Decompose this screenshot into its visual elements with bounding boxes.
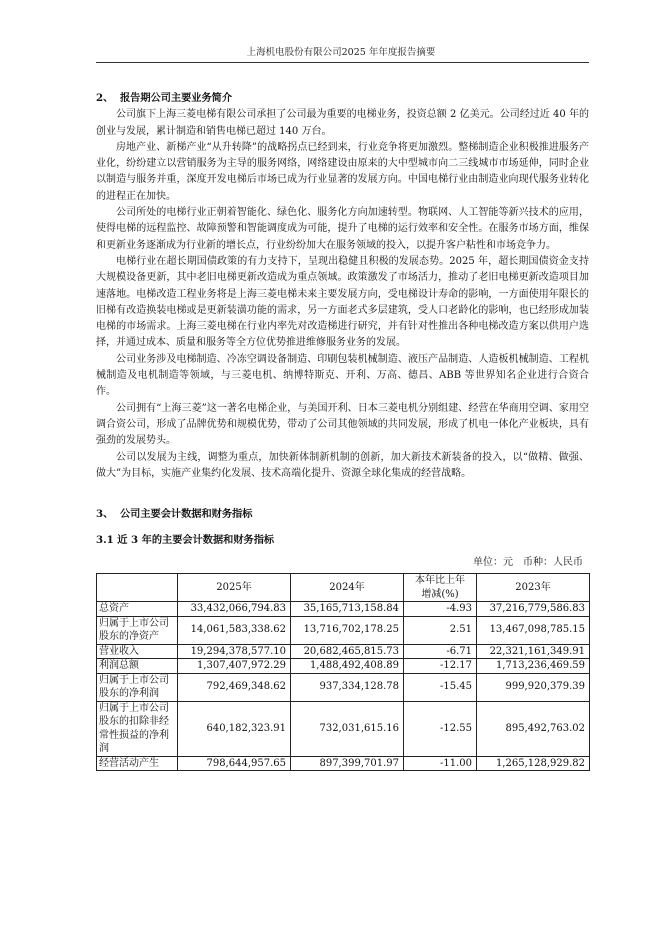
table-cell: 13,716,702,178.25 — [291, 616, 404, 644]
table-cell: -12.17 — [404, 659, 477, 674]
section-2-paragraph-1: 公司旗下上海三菱电梯有限公司承担了公司最为重要的电梯业务，投资总额 2 亿美元。公司经过近 40 年的创业与发展，累计制造和销售电梯已超过 140 万台。 — [96, 109, 589, 137]
table-cell: 22,321,161,349.91 — [477, 644, 590, 659]
table-row — [97, 673, 590, 701]
table-row-label: 归属于上市公司股东的净利润 — [97, 673, 178, 701]
table-cell: 798,644,957.65 — [178, 756, 291, 771]
table-cell: 33,432,066,794.83 — [178, 602, 291, 617]
table-cell: -4.93 — [404, 602, 477, 617]
subsection-3-1-title: 3.1 近 3 年的主要会计数据和财务指标 — [96, 534, 275, 547]
table-row — [97, 756, 590, 771]
table-cell: 897,399,701.97 — [291, 756, 404, 771]
section-2-paragraph-6: 公司拥有“上海三菱”这一著名电梯企业，与美国开利、日本三菱电机分别组建、经营在华商用空调、家用空调合资公司，形成了品牌优势和规模优势，带动了公司其他领域的共同发展，形成了机电一体化产业板块，具有强劲的发展势头。 — [96, 402, 589, 447]
table-row-label: 总资产 — [97, 602, 178, 617]
section-3-title — [96, 506, 589, 522]
table-cell: 640,182,323.91 — [178, 701, 291, 756]
table-row — [97, 659, 590, 674]
table-cell: -11.00 — [404, 756, 477, 771]
section-2-paragraph-5: 公司业务涉及电梯制造、冷冻空调设备制造、印刷包装机械制造、液压产品制造、人造板机械制造、工程机械制造及电机制造等领域，与三菱电机、纳博特斯克、开利、万高、德昌、ABB 等世界知名企业进行合资合作。 — [96, 353, 589, 398]
table-header-row — [97, 574, 590, 602]
section-2-paragraph-3: 公司所处的电梯行业正朝着智能化、绿色化、服务化方向加速转型。物联网、人工智能等新兴技术的应用，使得电梯的远程监控、故障预警和智能调度成为可能，提升了电梯的运行效率和安全性。在服务市场方面，维保和更新业务逐渐成为行业新的增长点，行业纷纷加大在服务领域的投入，以提升客户粘性和市场竞争力。 — [96, 207, 589, 251]
financial-data-table — [96, 573, 590, 771]
table-header-cell: 2025年 — [178, 574, 291, 602]
table-cell: 35,165,713,158.84 — [291, 602, 404, 617]
table-header-cell: 2023年 — [477, 574, 590, 602]
section-3-title-text: 公司主要会计数据和财务指标 — [120, 508, 253, 521]
section-2-title — [96, 90, 589, 106]
table-cell: -6.71 — [404, 644, 477, 659]
unit-note: 单位：元 币种：人民币 — [473, 556, 583, 568]
table-cell: 13,467,098,785.15 — [477, 616, 590, 644]
table-row-label: 归属于上市公司股东的扣除非经常性损益的净利润 — [97, 701, 178, 756]
table-row-label: 经营活动产生 — [97, 756, 178, 771]
section-2-number: 2、 — [96, 92, 114, 104]
table-cell: -15.45 — [404, 673, 477, 701]
section-3-number: 3、 — [96, 508, 114, 521]
table-header-cell: 本年比上年 增减(%) — [404, 574, 477, 602]
table-cell: 1,265,128,929.82 — [477, 756, 590, 771]
header-rule — [96, 62, 589, 63]
report-content — [96, 90, 589, 771]
table-cell: 1,307,407,972.29 — [178, 659, 291, 674]
table-cell: -12.55 — [404, 701, 477, 756]
table-cell: 999,920,379.39 — [477, 673, 590, 701]
table-header-cell: 2024年 — [291, 574, 404, 602]
table-row — [97, 644, 590, 659]
section-2-paragraph-4: 电梯行业在超长期国债政策的有力支持下，呈现出稳健且积极的发展态势。2025 年，超长期国债资金支持大规模设备更新，其中老旧电梯更新改造成为重点领域。政策激发了市场活力，推动了老旧电梯更新改造项目加速落地。电梯改造工程业务将是上海三菱电梯未来主要发展方向，受电梯设计寿命的影响，一方面使用年限长的旧梯有改造换装电梯或是更新装潢功能的需求，另一方面老式多层建筑，受人口老龄化的影响，也已经形成加装电梯的市场需求。上海三菱电梯在行业内率先对改造梯进行研究，并有针对性推出各种电梯改造方案以供用户选择，并通过成本、质量和服务等全方位优势推进维修服务业务的发展。 — [96, 255, 589, 349]
section-2-paragraph-2: 房地产业、新梯产业“从升转降”的战略拐点已经到来，行业竞争将更加激烈。整梯制造企业积极推进服务产业化，纷纷建立以营销服务为主导的服务网络，网络建设由原来的大中型城市向二三线城市市场延伸，同时企业以制造与服务并重，深度开发电梯后市场已成为行业显著的发展方向。中国电梯行业由制造业向现代服务业转化的进程正在加快。 — [96, 141, 589, 202]
table-cell: 937,334,128.78 — [291, 673, 404, 701]
table-row-label: 利润总额 — [97, 659, 178, 674]
table-cell: 1,488,492,408.89 — [291, 659, 404, 674]
table-cell: 19,294,378,577.10 — [178, 644, 291, 659]
table-header-cell — [97, 574, 178, 602]
table-cell: 895,492,763.02 — [477, 701, 590, 756]
table-row — [97, 602, 590, 617]
page-header: 上海机电股份有限公司2025 年年度报告摘要 — [246, 47, 436, 58]
table-row-label: 营业收入 — [97, 644, 178, 659]
table-row-label: 归属于上市公司股东的净资产 — [97, 616, 178, 644]
table-cell: 1,713,236,469.59 — [477, 659, 590, 674]
table-row — [97, 616, 590, 644]
table-cell: 732,031,615.16 — [291, 701, 404, 756]
table-cell: 2.51 — [404, 616, 477, 644]
table-row — [97, 701, 590, 756]
table-cell: 37,216,779,586.83 — [477, 602, 590, 617]
table-cell: 20,682,465,815.73 — [291, 644, 404, 659]
section-2-title-text: 报告期公司主要业务简介 — [120, 92, 233, 104]
table-cell: 14,061,583,338.62 — [178, 616, 291, 644]
section-2-paragraph-7: 公司以发展为主线，调整为重点，加快新体制新机制的创新，加大新技术新装备的投入，以“做精、做强、做大”为目标，实施产业集约化发展、技术高端化提升、资源全球化集成的经营战略。 — [96, 451, 589, 479]
table-cell: 792,469,348.62 — [178, 673, 291, 701]
